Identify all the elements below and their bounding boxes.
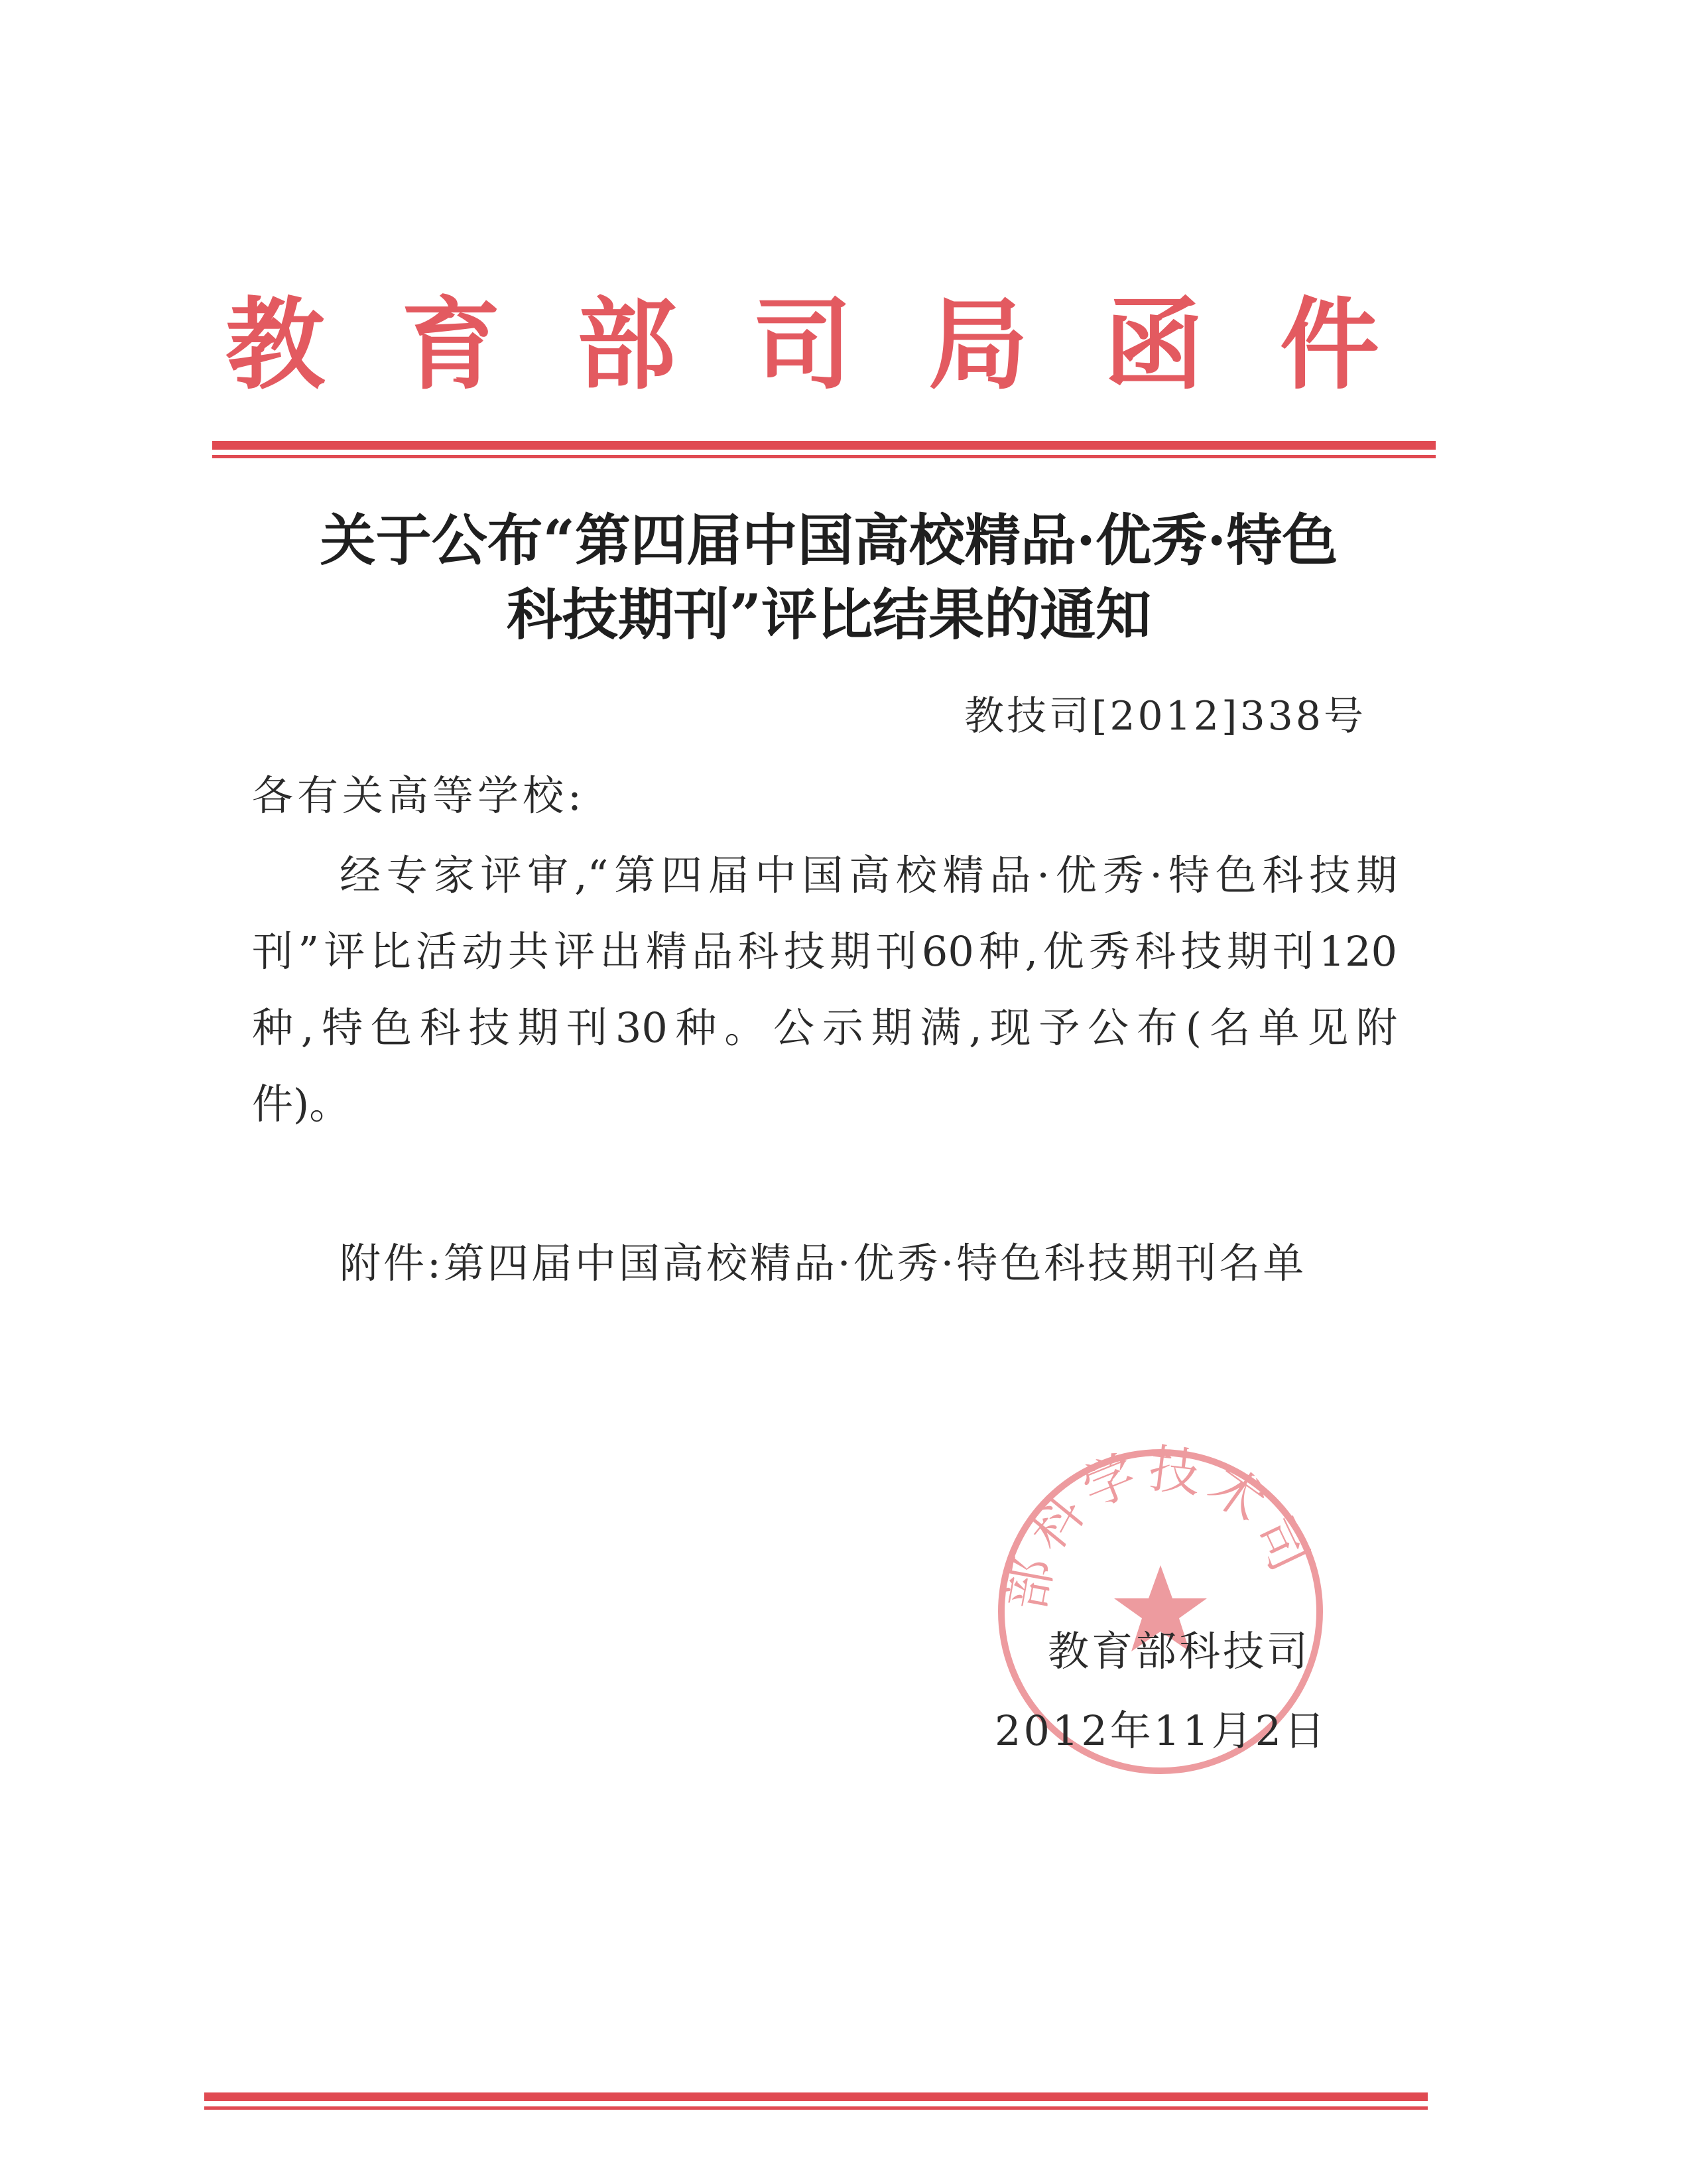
signature-organization: 教育部科技司 <box>1048 1627 1311 1675</box>
attachment-note: 附件:第四届中国高校精品·优秀·特色科技期刊名单 <box>340 1239 1307 1287</box>
letterhead-char: 部 <box>576 287 676 403</box>
bottom-red-rule-thin <box>204 2106 1428 2110</box>
letterhead <box>212 279 1393 411</box>
body-paragraph-line: 种,特色科技期刊30种。公示期满,现予公布(名单见附 <box>252 1003 1397 1052</box>
signature-date: 2012年11月2日 <box>995 1706 1328 1755</box>
body-paragraph-line: 经专家评审,“第四届中国高校精品·优秀·特色科技期 <box>340 851 1397 899</box>
letterhead-char: 司 <box>752 287 852 403</box>
letterhead-char: 育 <box>401 287 501 403</box>
letterhead-char: 件 <box>1279 287 1379 403</box>
letterhead-char: 教 <box>225 287 325 403</box>
seal-text: 部科学技术司 <box>996 1439 1322 1615</box>
top-red-rule-thin <box>212 455 1436 458</box>
letterhead-char: 函 <box>1103 287 1204 403</box>
document-number: 教技司[2012]338号 <box>964 693 1366 739</box>
body-paragraph-line: 刊”评比活动共评出精品科技期刊60种,优秀科技期刊120 <box>252 927 1397 976</box>
notice-title-line-2: 科技期刊”评比结果的通知 <box>506 582 1152 647</box>
letterhead-char: 局 <box>928 287 1028 403</box>
body-paragraph-line: 件)。 <box>252 1080 351 1128</box>
salutation: 各有关高等学校: <box>252 771 586 820</box>
notice-title-line-1: 关于公布“第四届中国高校精品·优秀·特色 <box>320 507 1338 573</box>
top-red-rule-thick <box>212 441 1436 450</box>
bottom-red-rule-thick <box>204 2092 1428 2101</box>
